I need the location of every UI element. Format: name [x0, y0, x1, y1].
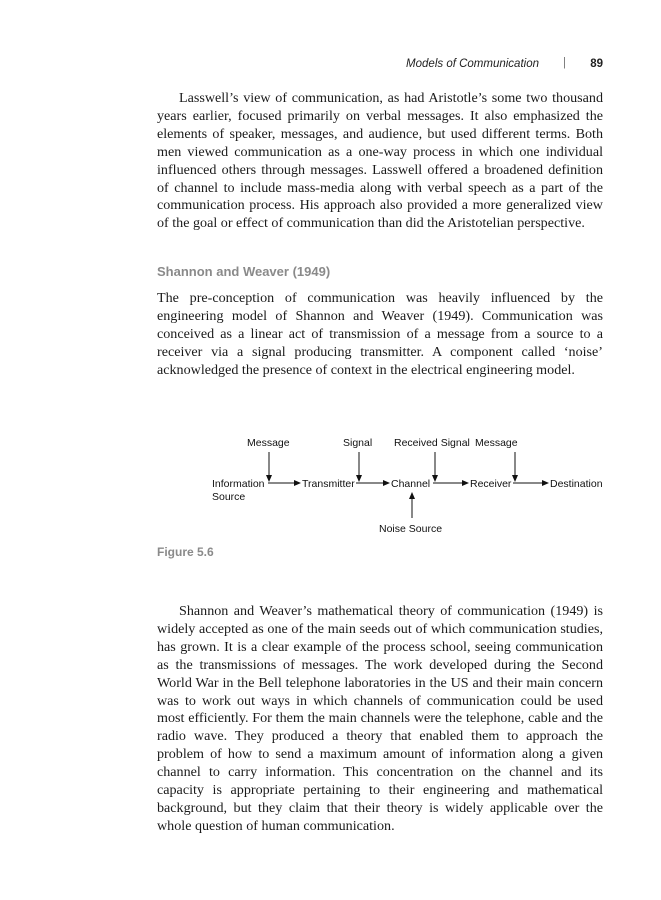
- node-transmitter: Transmitter: [302, 478, 355, 490]
- node-destination: Destination: [550, 478, 603, 490]
- label-message-received: Message: [475, 437, 518, 449]
- paragraph-shannon-theory: Shannon and Weaver’s mathematical theory of communication (1949) is widely accepted as one of the main seeds out of which communication studies, has grown. It is a clear example of the process school, seeing communication as the transmissions of messages. The work developed during the Second World War in the Bell telephone laboratories in the US and their main concern was to work out ways in which channels of communication could be used most efficiently. For them the main channels were the telephone, cable and the radio wave. They produced a theory that enabled them to approach the problem of how to send a maximum amount of information along a given channel to carry information. This concentration on the channel and its capacity is appropriate pertaining to their engineering and mathematical background, but they claim that their theory is widely applicable over the whole question of human communication.: [157, 603, 603, 834]
- running-head-separator: |: [563, 57, 566, 69]
- label-received-signal: Received Signal: [394, 437, 470, 449]
- communication-model-diagram: [205, 432, 615, 542]
- node-receiver: Receiver: [470, 478, 512, 490]
- figure-caption: Figure 5.6: [157, 545, 214, 559]
- node-channel: Channel: [391, 478, 431, 490]
- label-message: Message: [247, 437, 290, 449]
- node-information-source: Information: [212, 478, 265, 490]
- running-head: [0, 58, 603, 74]
- node-information-source-line2: Source: [212, 491, 246, 503]
- section-heading: Shannon and Weaver (1949): [157, 264, 331, 279]
- page-number: 89: [590, 58, 603, 70]
- running-head-title: Models of Communication: [406, 58, 539, 70]
- node-noise-source: Noise Source: [379, 523, 443, 535]
- label-signal: Signal: [343, 437, 373, 449]
- paragraph-shannon-intro: The pre-conception of communication was heavily influenced by the engineering model of Shannon and Weaver (1949). Communication was conceived as a linear act of transmission of a message from a source to a receiver via a signal producing transmitter. A component called ‘noise’ acknowledged the presence of context in the electrical engineering model.: [157, 290, 603, 378]
- paragraph-lasswell: Lasswell’s view of communication, as had Aristotle’s some two thousand years earlier, focused primarily on verbal messages. It also emphasized the elements of speaker, messages, and audience, but used different terms. Both men viewed communication as a one-way process in which one individual influenced others through messages. Lasswell offered a broadened definition of channel to include mass-media along with verbal speech as a part of the communication process. His approach also provided a more generalized view of the goal or effect of communication than did the Aristotelian perspective.: [157, 90, 603, 232]
